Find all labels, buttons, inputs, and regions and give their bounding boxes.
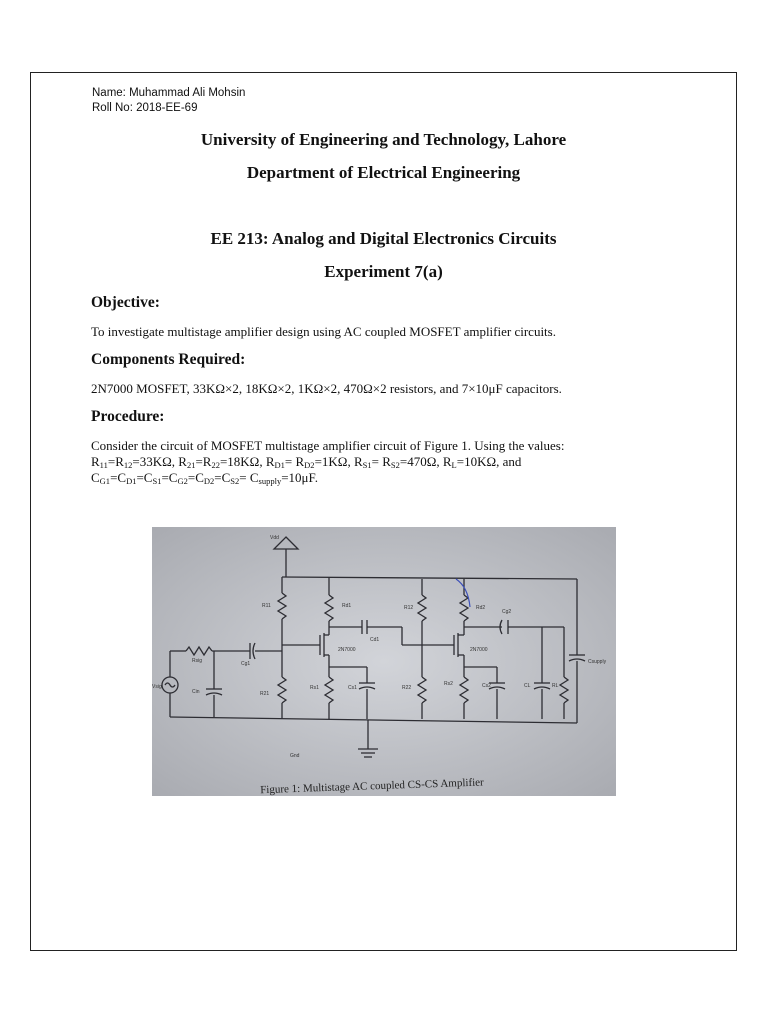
label-cl: CL [524, 683, 531, 689]
label-r21: R21 [260, 691, 270, 697]
procedure-heading: Procedure: [91, 408, 165, 425]
page-border [30, 72, 737, 951]
roll-number: Roll No: 2018-EE-69 [92, 102, 198, 114]
department-title: Department of Electrical Engineering [246, 163, 521, 182]
label-rd1: Rd1 [342, 603, 352, 609]
label-cs2: Cs2 [482, 683, 491, 689]
label-r22: R22 [402, 685, 412, 691]
circuit-figure-photo [152, 527, 616, 796]
procedure-line-2: $R_{11}=R_{12}=33K\Omega$, $R_{21}=R_{22}=18K\Omega$, $R_{D1}= R_{D2}=1K\Omega$, $R_{S1}= R_{S2}=470\Omega$, $R_L=10K\Omega$, and [91, 454, 522, 470]
label-cg2: Cg2 [502, 609, 512, 615]
label-gnd: Gnd [290, 753, 300, 759]
procedure-line-3: $C_{G1}=C_{D1}=C_{S1}=C_{G2}=C_{D2}=C_{S2}= C_{supply}=10\mu F$. [91, 470, 318, 486]
components-heading: Components Required: [91, 351, 246, 368]
procedure-line-1: Consider the circuit of MOSFET multistage amplifier circuit of Figure 1. Using the values: [91, 438, 565, 453]
label-cg1: Cg1 [241, 661, 251, 667]
label-rsig: Rsig [192, 658, 203, 664]
label-vsig: Vsig [152, 684, 162, 690]
components-text: 2N7000 MOSFET, 33KΩ×2, 18KΩ×2, 1KΩ×2, 470Ω×2 resistors, and 7×10μF capacitors. [91, 381, 562, 396]
figure-caption: Figure 1: Multistage AC coupled CS-CS Amplifier [260, 776, 484, 796]
label-cd1: Cd1 [370, 637, 380, 643]
university-title: University of Engineering and Technology, Lahore [200, 130, 567, 149]
course-title: EE 213: Analog and Digital Electronics Circuits [210, 229, 557, 248]
student-name: Name: Muhammad Ali Mohsin [92, 87, 246, 99]
label-cin: Cin [192, 689, 200, 695]
label-rl: RL [552, 683, 559, 689]
objective-heading: Objective: [91, 294, 160, 311]
label-rd2: Rd2 [476, 605, 486, 611]
label-r11: R11 [262, 603, 271, 609]
experiment-title: Experiment 7(a) [324, 262, 443, 281]
label-m2: 2N7000 [470, 647, 488, 653]
label-csupply: Csupply [588, 659, 607, 665]
label-cs1: Cs1 [348, 685, 357, 691]
procedure-text [91, 438, 671, 486]
label-rs2: Rs2 [444, 681, 453, 687]
student-info [92, 86, 245, 116]
circuit-schematic [152, 527, 616, 796]
label-rs1: Rs1 [310, 685, 319, 691]
objective-text: To investigate multistage amplifier design using AC coupled MOSFET amplifier circuits. [91, 324, 556, 339]
label-m1: 2N7000 [338, 647, 356, 653]
label-r12: R12 [404, 605, 414, 611]
label-vdd: Vdd [270, 535, 279, 541]
